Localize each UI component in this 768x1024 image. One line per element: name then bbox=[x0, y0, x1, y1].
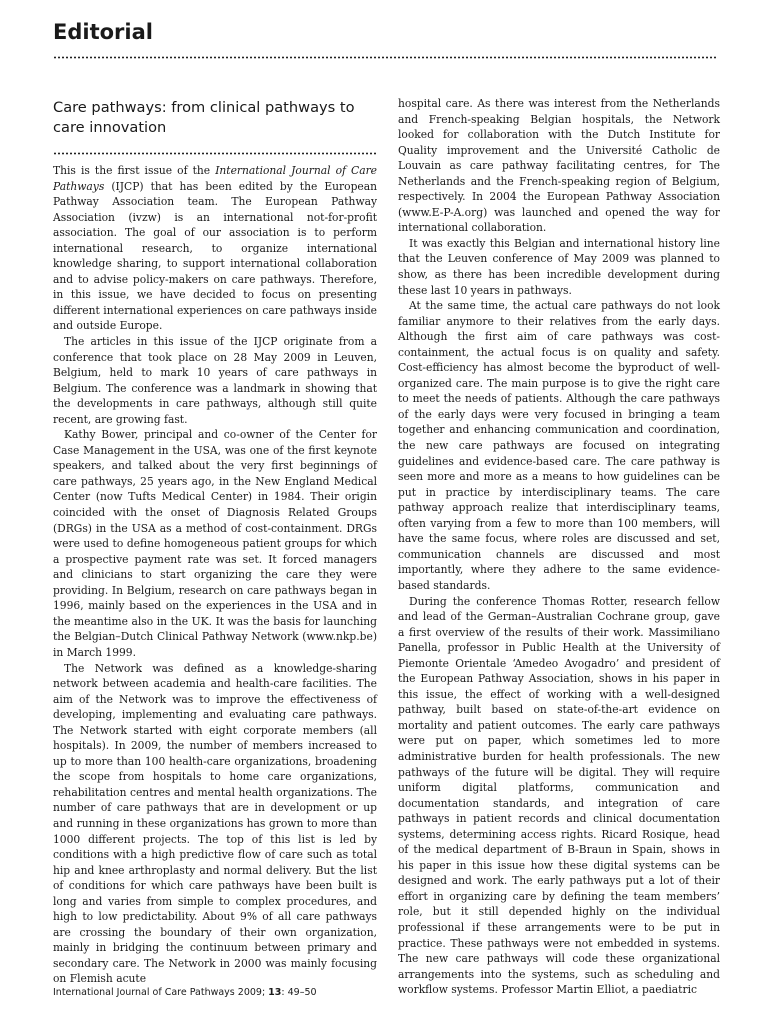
right-column bbox=[398, 96, 720, 998]
page-footer: International Journal of Care Pathways 2009; 13: 49–50 bbox=[53, 987, 317, 998]
paragraph-4-continued: hospital care. As there was interest from the Netherlands and French-speaking Belgian hospitals, the Network looked for collaboration with the Dutch Institute for Quality improvement and the Université Catholic de Louvain as care pathway facilitating centres, for The Netherlands and the French-speaking region of Belgium, respectively. In 2004 the European Pathway Association (www.E-P-A.org) was launched and opened the way for international collaboration. bbox=[398, 97, 720, 235]
title-dotted-rule bbox=[53, 152, 377, 155]
paragraph-4: The Network was defined as a knowledge-sharing network between academia and health-care facilities. The aim of the Network was to improve the effectiveness of developing, implementing and evaluating care pathways. The Network started with eight corporate members (all hospitals). In 2009, the number of members increased to up to more than 100 health-care organizations, broadening the scope from hospitals to home care organizations, rehabilitation centres and mental health organizations. The number of care pathways that are in development or up and running in these organizations has grown to more than 1000 different projects. The top of this list is led by conditions with a high predictive flow of care such as total hip and knee arthroplasty and normal delivery. But the list of conditions for which care pathways have been built is long and varies from simple to complex procedures, and high to low predictability. About 9% of all care pathways are crossing the boundary of their own organization, mainly in bridging the continuum between primary and secondary care. The Network in 2000 was mainly focusing on Flemish acute bbox=[53, 661, 377, 986]
paragraph-1: This is the first issue of the International Journal of Care Pathways (IJCP) that has been edited by the European Pathway Association team. The European Pathway Association (ivzw) is an international not-for-profit association. The goal of our association is to perform international research, to organize international knowledge sharing, to support international collaboration and to advise policy-makers on care pathways. Therefore, in this issue, we have decided to focus on presenting different international experiences on care pathways inside and outside Europe. bbox=[53, 164, 378, 333]
section-title: Editorial bbox=[53, 20, 153, 44]
paragraph-7: During the conference Thomas Rotter, research fellow and lead of the German–Australian Cochrane group, gave a first overview of the results of their work. Massimiliano Panella, professor in Public Health at the University of Piemonte Orientale ‘Amedeo Avogadro’ and president of the European Pathway Association, shows in his paper in this issue, the effect of working with a well-designed pathway, built based on state-of-the-art evidence on mortality and patient outcomes. The early care pathways were put on paper, which sometimes led to more administrative burden for health professionals. The new pathways of the future will be digital. They will require uniform digital platforms, communication and documentation standards, and integration of care pathways in patient records and clinical documentation systems, determining access rights. Ricard Rosique, head of the medical department of B-Braun in Spain, shows in his paper in this issue how these digital systems can be designed and work. The early pathways put a lot of their effort in organizing care by defining the team members’ role, but it still depended highly on the individual professional if these arrangements were to be put in practice. These pathways were not embedded in systems. The new care pathways will code these organizational arrangements into the systems, such as scheduling and workflow systems. Professor Martin Elliot, a paediatric bbox=[398, 594, 720, 997]
paragraph-5: It was exactly this Belgian and international history line that the Leuven conference of May 2009 was planned to show, as there has been incredible development during these last 10 years in pathways. bbox=[398, 236, 720, 297]
paragraph-3: Kathy Bower, principal and co-owner of the Center for Case Management in the USA, was one of the first keynote speakers, and talked about the very first beginnings of care pathways, 25 years ago, in the New England Medical Center (now Tufts Medical Center) in 1984. Their origin coincided with the onset of Diagnosis Related Groups (DRGs) in the USA as a method of cost-containment. DRGs were used to define homogeneous patient groups for which a prospective payment rate was set. It forced managers and clinicians to start organizing the care they were providing. In Belgium, research on care pathways began in 1996, mainly based on the experiences in the USA and in the meantime also in the UK. It was the basis for launching the Belgian–Dutch Clinical Pathway Network (www.nkp.be) in March 1999. bbox=[53, 428, 377, 659]
volume-number: 13 bbox=[268, 987, 282, 998]
article-title: Care pathways: from clinical pathways to care innovation bbox=[53, 99, 355, 136]
journal-name: International Journal of Care Pathways bbox=[53, 164, 378, 193]
header-dotted-rule bbox=[53, 56, 718, 59]
paragraph-2: The articles in this issue of the IJCP originate from a conference that took place on 28 May 2009 in Leuven, Belgium, held to mark 10 years of care pathways in Belgium. The conference was a landmark in showing that the developments in care pathways, although still quite recent, are growing fast. bbox=[53, 335, 377, 426]
left-column bbox=[53, 163, 377, 987]
paragraph-6: At the same time, the actual care pathways do not look familiar anymore to their relatives from the early days. Although the first aim of care pathways was cost-containment, the actual focus is on quality and safety. Cost-efficiency has almost become the byproduct of well-organized care. The main purpose is to give the right care to meet the needs of patients. Although the care pathways of the early days were very focused in bringing a team together and enhancing communication and coordination, the new care pathways are focused on integrating guidelines and evidence-based care. The care pathway is seen more and more as a means to how guidelines can be put in practice by interdisciplinary teams. The care pathway approach realize that interdisciplinary teams, often varying from a few to more than 100 members, will have the same focus, where roles are discussed and set, communication channels are discussed and most importantly, where they adhere to the same evidence-based standards. bbox=[398, 299, 720, 592]
